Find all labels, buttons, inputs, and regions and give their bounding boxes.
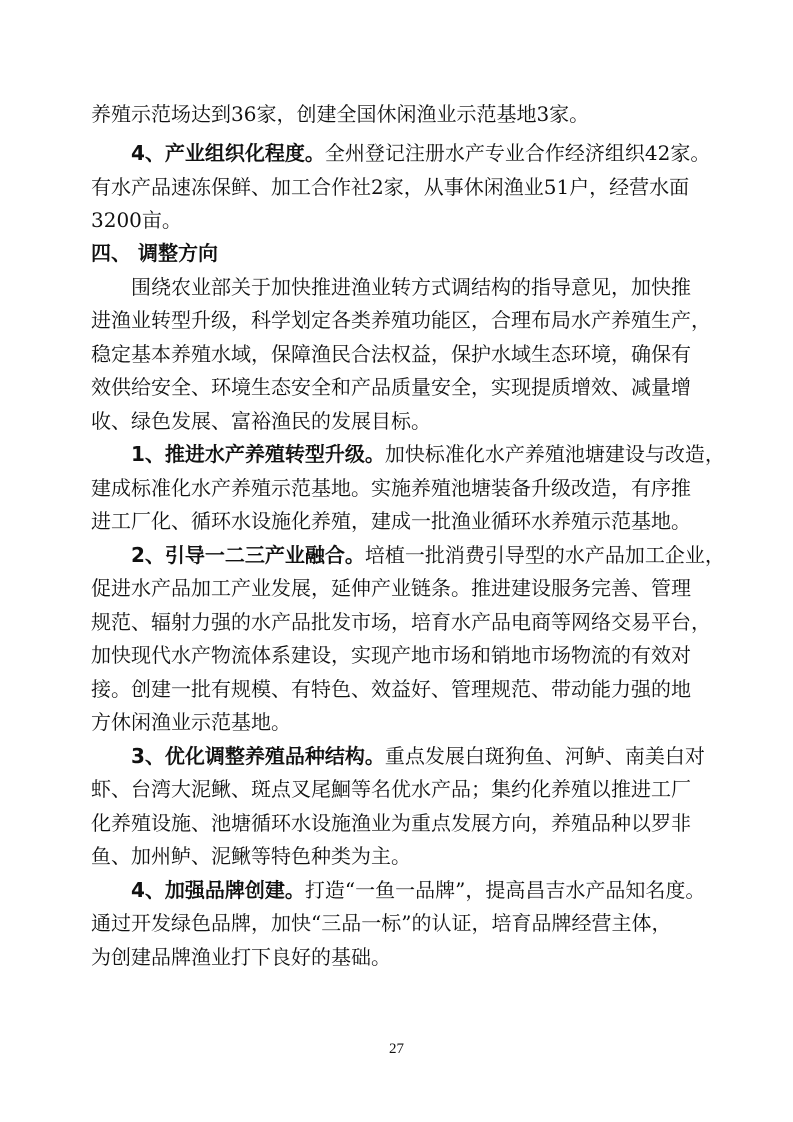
body-line <box>0 473 793 503</box>
subsection-heading: 3、优化调整养殖品种结构。 <box>131 744 385 768</box>
body-line <box>0 238 793 268</box>
line-text: 建成标准化水产养殖示范基地。实施养殖池塘装备升级改造，有序推 <box>91 476 691 500</box>
line-text: 虾、台湾大泥鳅、斑点叉尾鮰等名优水产品；集约化养殖以推进工厂 <box>91 777 691 801</box>
body-line <box>0 573 793 603</box>
body-line <box>0 774 793 804</box>
body-line <box>0 607 793 637</box>
line-text: 鱼、加州鲈、泥鳅等特色种类为主。 <box>91 844 411 868</box>
subsection-heading: 4、加强品牌创建。 <box>131 878 305 902</box>
line-text: 3200亩。 <box>91 208 182 232</box>
line-text: 加快标准化水产养殖池塘建设与改造， <box>384 442 725 466</box>
line-text: 加快现代水产物流体系建设，实现产地市场和销地市场物流的有效对 <box>91 643 691 667</box>
body-line <box>0 875 793 905</box>
body-line <box>0 138 793 168</box>
body-line <box>0 272 793 302</box>
line-text: 围绕农业部关于加快推进渔业转方式调结构的指导意见，加快推 <box>131 275 691 299</box>
body-line <box>0 808 793 838</box>
body-line <box>0 506 793 536</box>
line-text: 效供给安全、环境生态安全和产品质量安全，实现提质增效、减量增 <box>91 375 691 399</box>
line-text: 有水产品速冻保鲜、加工合作社2家，从事休闲渔业51户，经营水面 <box>91 175 690 199</box>
body-line <box>0 172 793 202</box>
line-text: 培植一批消费引导型的水产品加工企业， <box>364 543 725 567</box>
body-line <box>0 908 793 938</box>
body-line <box>0 305 793 335</box>
line-text: 为创建品牌渔业打下良好的基础。 <box>91 945 391 969</box>
body-line <box>0 406 793 436</box>
body-line <box>0 741 793 771</box>
line-text: 打造“一鱼一品牌”，提高昌吉水产品知名度。 <box>304 878 706 902</box>
line-text: 化养殖设施、池塘循环水设施渔业为重点发展方向，养殖品种以罗非 <box>91 811 691 835</box>
body-line <box>0 439 793 469</box>
line-text: 养殖示范场达到36家，创建全国休闲渔业示范基地3家。 <box>91 102 590 126</box>
subsection-heading: 2、引导一二三产业融合。 <box>131 543 365 567</box>
line-text: 进渔业转型升级，科学划定各类养殖功能区，合理布局水产养殖生产， <box>91 308 711 332</box>
body-line <box>0 372 793 402</box>
body-line <box>0 707 793 737</box>
line-text: 全州登记注册水产专业合作经济组织42家。 <box>324 141 711 165</box>
line-text: 促进水产品加工产业发展，延伸产业链条。推进建设服务完善、管理 <box>91 576 691 600</box>
body-line <box>0 942 793 972</box>
line-text: 方休闲渔业示范基地。 <box>91 710 291 734</box>
subsection-heading: 4、产业组织化程度。 <box>131 141 325 165</box>
line-text: 稳定基本养殖水域，保障渔民合法权益，保护水域生态环境，确保有 <box>91 342 691 366</box>
line-text: 进工厂化、循环水设施化养殖，建成一批渔业循环水养殖示范基地。 <box>91 509 691 533</box>
line-text: 收、绿色发展、富裕渔民的发展目标。 <box>91 409 431 433</box>
page-number: 27 <box>389 1041 404 1057</box>
body-line <box>0 540 793 570</box>
subsection-heading: 1、推进水产养殖转型升级。 <box>131 442 385 466</box>
body-line <box>0 205 793 235</box>
body-line <box>0 841 793 871</box>
section-heading: 四、 调整方向 <box>91 241 218 265</box>
body-line <box>0 640 793 670</box>
body-line <box>0 99 793 129</box>
body-line <box>0 339 793 369</box>
line-text: 重点发展白斑狗鱼、河鲈、南美白对 <box>384 744 705 768</box>
body-line <box>0 674 793 704</box>
line-text: 规范、辐射力强的水产品批发市场，培育水产品电商等网络交易平台， <box>91 610 711 634</box>
line-text: 接。创建一批有规模、有特色、效益好、管理规范、带动能力强的地 <box>91 677 691 701</box>
line-text: 通过开发绿色品牌，加快“三品一标”的认证，培育品牌经营主体， <box>91 911 672 935</box>
